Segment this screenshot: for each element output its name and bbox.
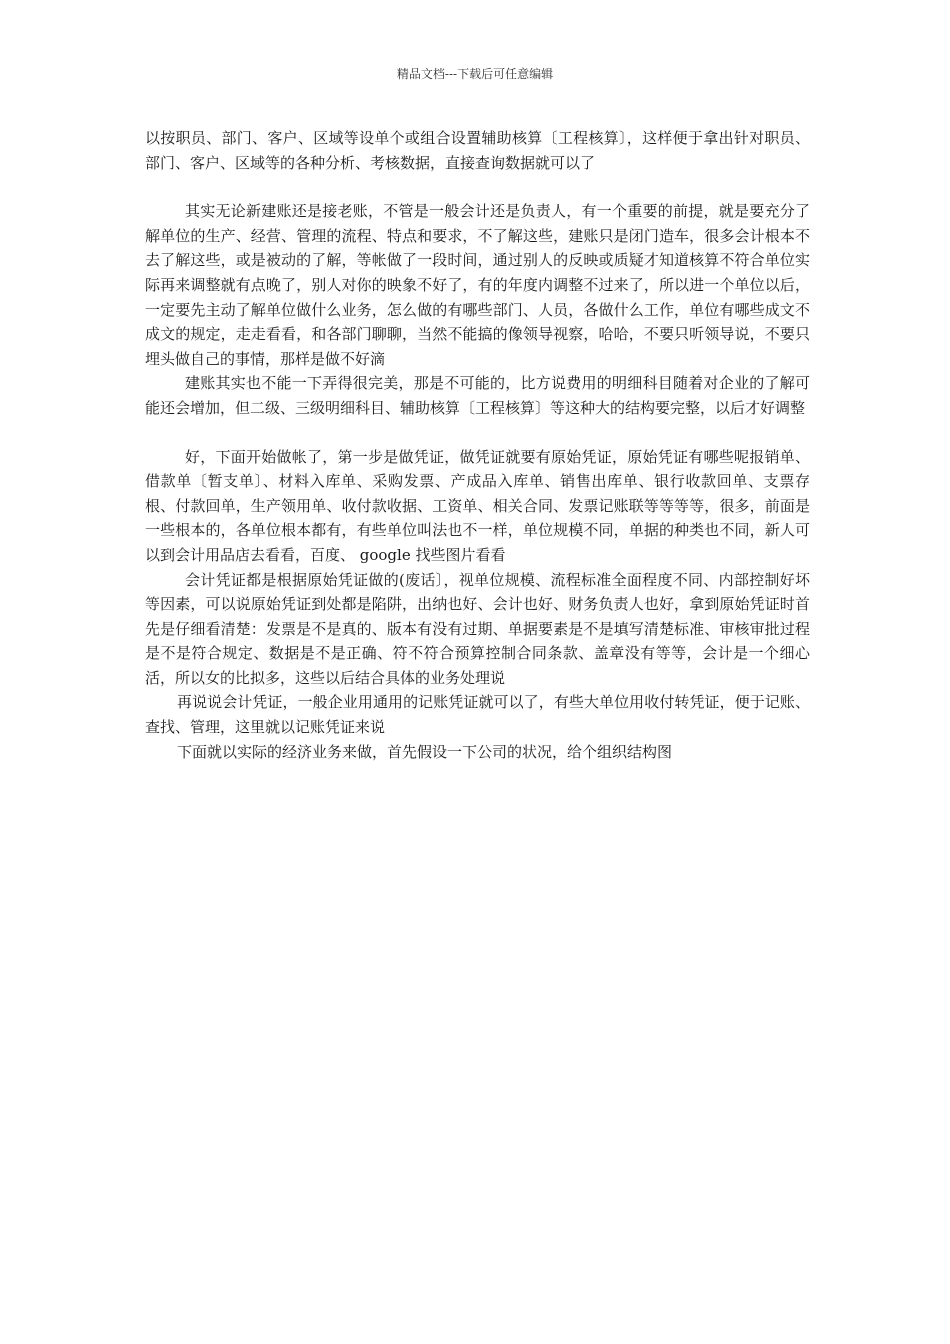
document-body — [145, 126, 810, 764]
paragraph-4: 好，下面开始做帐了，第一步是做凭证，做凭证就要有原始凭证，原始凭证有哪些呢报销单、借款单〔暂支单〕、材料入库单、采购发票、产成品入库单、销售出库单、银行收款回单、支票存根、付款回单，生产领用单、收付款收据、工资单、相关合同、发票记账联等等等等，很多，前面是一些根本的，各单位根本都有，有些单位叫法也不一样，单位规模不同，单据的种类也不同，新人可以到会计用品店去看看，百度、 google 找些图片看看 — [145, 447, 810, 564]
paragraph-2: 其实无论新建账还是接老账，不管是一般会计还是负责人，有一个重要的前提，就是要充分了解单位的生产、经营、管理的流程、特点和要求，不了解这些，建账只是闭门造车，很多会计根本不去了解这些，或是被动的了解，等帐做了一段时间，通过别人的反映或质疑才知道核算不符合单位实际再来调整就有点晚了，别人对你的映象不好了，有的年度内调整不过来了，所以进一个单位以后，一定要先主动了解单位做什么业务，怎么做的有哪些部门、人员，各做什么工作，单位有哪些成文不成文的规定，走走看看，和各部门聊聊，当然不能搞的像领导视察，哈哈，不要只听领导说，不要只埋头做自己的事情，那样是做不好滴 — [145, 202, 810, 368]
paragraph-6: 再说说会计凭证，一般企业用通用的记账凭证就可以了，有些大单位用收付转凭证，便于记账、查找、管理，这里就以记账凭证来说 — [145, 693, 810, 737]
paragraph-gap — [145, 421, 810, 445]
page-header: 精品文档---下载后可任意编辑 — [396, 67, 554, 81]
paragraph-3: 建账其实也不能一下弄得很完美，那是不可能的，比方说费用的明细科目随着对企业的了解可能还会增加，但二级、三级明细科目、辅助核算〔工程核算〕等这种大的结构要完整，以后才好调整 — [145, 374, 810, 417]
paragraph-7: 下面就以实际的经济业务来做，首先假设一下公司的状况，给个组织结构图 — [177, 742, 673, 761]
paragraph-gap — [145, 175, 810, 199]
paragraph-1: 以按职员、部门、客户、区域等设单个或组合设置辅助核算〔工程核算〕，这样便于拿出针对职员、部门、客户、区域等的各种分析、考核数据，直接查询数据就可以了 — [145, 129, 810, 172]
paragraph-5: 会计凭证都是根据原始凭证做的(废话〕，视单位规模、流程标准全面程度不同、内部控制好坏等因素，可以说原始凭证到处都是陷阱，出纳也好、会计也好、财务负责人也好，拿到原始凭证时首先是仔细看清楚：发票是不是真的、版本有没有过期、单据要素是不是填写清楚标准、审核审批过程是不是符合规定、数据是不是正确、符不符合预算控制合同条款、盖章没有等等，会计是一个细心活，所以女的比拟多，这些以后结合具体的业务处理说 — [145, 570, 810, 687]
